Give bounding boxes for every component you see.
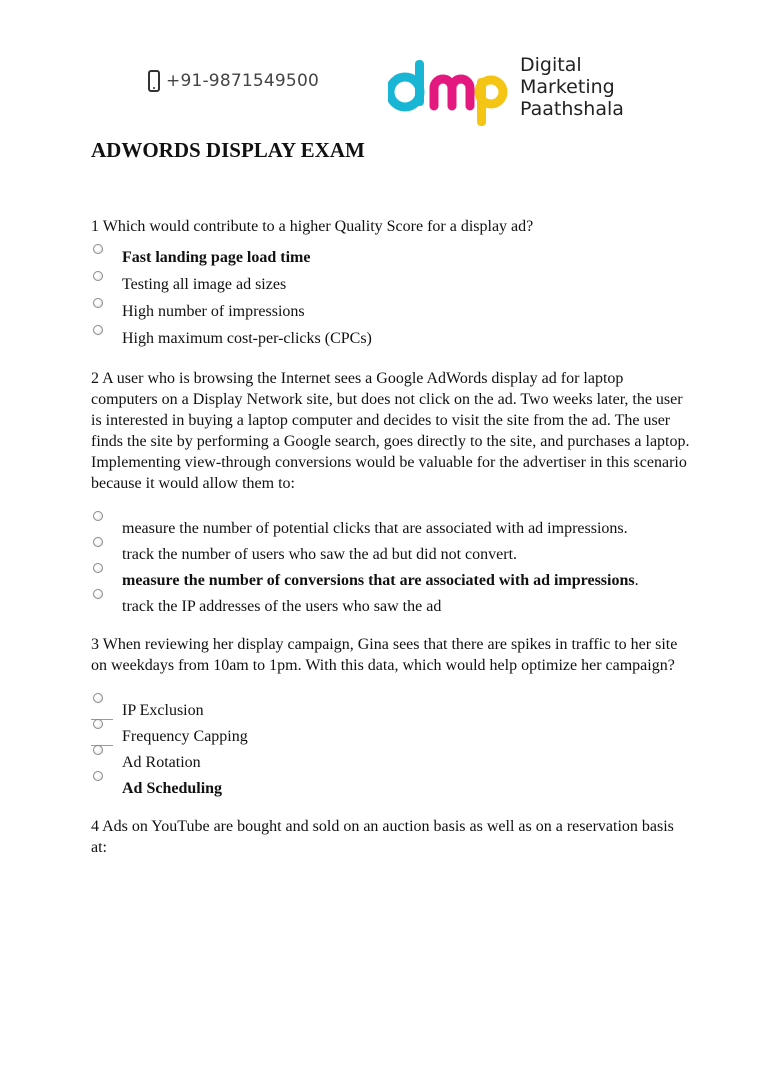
option[interactable] — [91, 570, 691, 591]
option-label: High number of impressions — [122, 303, 305, 320]
option[interactable] — [91, 247, 691, 274]
option-label: track the IP addresses of the users who saw the ad — [122, 598, 442, 615]
option-label: High maximum cost-per-clicks (CPCs) — [122, 330, 372, 347]
radio-icon[interactable] — [93, 271, 103, 281]
radio-icon[interactable] — [93, 693, 103, 703]
question-2-options — [91, 518, 691, 617]
page-header — [0, 0, 768, 140]
option[interactable] — [91, 544, 691, 565]
radio-icon[interactable] — [93, 537, 103, 547]
option-label: measure the number of conversions that are associated with ad impressions — [122, 572, 635, 589]
radio-icon[interactable] — [93, 244, 103, 254]
option-label: measure the number of potential clicks that are associated with ad impressions. — [122, 520, 628, 537]
option[interactable] — [91, 518, 691, 539]
option-label: Testing all image ad sizes — [122, 276, 287, 293]
question-3-options — [91, 700, 691, 799]
option-label: Fast landing page load time — [122, 249, 311, 266]
question-1-options — [91, 247, 691, 355]
radio-icon[interactable] — [93, 511, 103, 521]
question-3: 3 When reviewing her display campaign, Gina sees that there are spikes in traffic to her site on weekdays from 10am to 1pm. With this data, which would help optimize her campaign? — [91, 636, 678, 674]
option[interactable] — [91, 752, 691, 773]
option-label: Ad Scheduling — [122, 780, 223, 797]
option-label-suffix: . — [634, 572, 639, 589]
option[interactable] — [91, 778, 691, 799]
phone-number: +91-9871549500 — [166, 71, 319, 91]
dmp-logo-mark-icon — [388, 52, 508, 128]
option-label: Ad Rotation — [122, 754, 201, 771]
dmp-logo — [388, 52, 624, 128]
exam-content — [91, 136, 691, 858]
option-label: IP Exclusion — [122, 702, 204, 719]
option-label: track the number of users who saw the ad but did not convert. — [122, 546, 518, 563]
radio-icon[interactable] — [93, 771, 103, 781]
logo-line-paathshala: Paathshala — [520, 98, 624, 120]
logo-line-digital: Digital — [520, 54, 582, 76]
option[interactable] — [91, 274, 691, 301]
logo-wordmark — [520, 54, 624, 120]
option-label-wrap — [91, 570, 691, 591]
option[interactable] — [91, 700, 691, 721]
question-4: 4 Ads on YouTube are bought and sold on an auction basis as well as on a reservation basis at: — [91, 818, 674, 856]
question-1: 1 Which would contribute to a higher Quality Score for a display ad? — [91, 218, 534, 235]
option[interactable] — [91, 596, 691, 617]
page-title: ADWORDS DISPLAY EXAM — [91, 138, 365, 162]
logo-line-marketing: Marketing — [520, 76, 615, 98]
option-label: Frequency Capping — [122, 728, 248, 745]
radio-icon[interactable] — [93, 563, 103, 573]
radio-icon[interactable] — [93, 298, 103, 308]
option[interactable] — [91, 328, 691, 355]
option[interactable] — [91, 301, 691, 328]
radio-icon[interactable] — [93, 719, 103, 729]
option[interactable] — [91, 726, 691, 747]
phone-icon — [148, 70, 160, 92]
question-2: 2 A user who is browsing the Internet sees a Google AdWords display ad for laptop computers on a Display Network site, but does not click on the ad. Two weeks later, the user is interested in buying a laptop computer and decides to visit the site from the ad. The user finds the site by performing a Google search, goes directly to the site, and purchases a laptop. Implementing view-through conversions would be valuable for the advertiser in this scenario because it would allow them to: — [91, 370, 690, 492]
radio-icon[interactable] — [93, 745, 103, 755]
radio-icon[interactable] — [93, 589, 103, 599]
radio-icon[interactable] — [93, 325, 103, 335]
phone-contact — [148, 70, 319, 92]
